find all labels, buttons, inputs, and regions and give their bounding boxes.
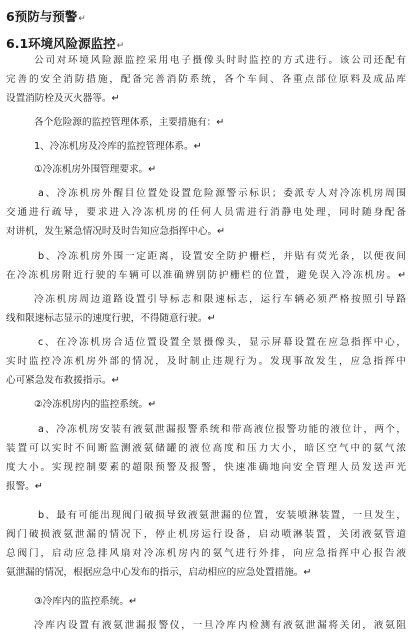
body-line: 设置消防栓及灭火器等。↵ xyxy=(6,93,120,104)
body-line: 各个危险源的监控管理体系，主要措施有：↵ xyxy=(34,117,225,128)
body-line: 完善的安全消防措施，配备完善消防系统，各个车间、各重点部位原料及成品库 xyxy=(6,74,406,85)
body-line: c、在冷冻机房合适位置设置全景摄像头，显示屏幕设置在应急指挥中心， xyxy=(38,337,406,348)
body-line: 交通进行疏导，要求进入冷冻机房的任何人员需进行消静电处理，同时随身配备 xyxy=(6,207,406,218)
body-line: 冷库内设置有液氨泄漏报警仪，一旦冷库内检测有液氨泄漏将关闭，液氨阻 xyxy=(34,620,406,631)
body-line: ①冷冻机房外围管理要求。↵ xyxy=(34,164,157,175)
body-line: 公司对环境风险源监控采用电子摄像头时时监控的方式进行。该公司还配有 xyxy=(34,55,406,66)
body-line: 阀门破损液氨泄漏的情况下，停止机房运行设备，启动喷淋装置，关闭液氨管道 xyxy=(6,529,406,540)
body-line: 总阀门，启动应急排风扇对冷冻机房内的氨气进行外排，向应急指挥中心报告液 xyxy=(6,548,406,559)
body-line: 氨泄漏的情况，根据应急中心发布的指示，启动相应的应急处置措施。↵ xyxy=(6,567,312,578)
body-line: a、冷冻机房安装有液氨泄漏报警系统和带高液位报警功能的液位计，两个， xyxy=(38,424,406,435)
body-line: 冷冻机房周边道路设置引导标志和限速标志，运行车辆必须严格按照引导路 xyxy=(34,294,406,305)
body-line: 实时监控冷冻机房外部的情况，及时制止违规行为。发现事故发生，应急指挥中 xyxy=(6,356,406,367)
body-line: ②冷冻机房内的监控系统。↵ xyxy=(34,399,157,410)
body-line: 对讲机，发生紧急情况时及时告知应急指挥中心。↵ xyxy=(6,226,226,237)
body-line: b、最有可能出现阀门破损导致液氨泄漏的位置，安装喷淋装置，一旦发生， xyxy=(38,510,406,521)
body-line: a、冷冻机房外醒目位置处设置危险源警示标识；委派专人对冷冻机房周围 xyxy=(38,188,406,199)
body-line: 1、冷冻机房及冷库的监控管理体系。↵ xyxy=(34,141,202,152)
body-line: ③冷库内的监控系统。↵ xyxy=(34,596,137,607)
body-line: 心可紧急发布救援指示。↵ xyxy=(6,375,120,386)
body-line: 装置可以实时不间断监测液氨储罐的液位高度和压力大小，暗区空气中的氨气浓 xyxy=(6,443,406,454)
body-line: b、冷冻机房外围一定距离，设置安全防护栅栏，并贴有荧光条，以便夜间 xyxy=(38,251,406,262)
body-line: 度大小。实现控制要素的超限预警及报警，快速准确地向安全管理人员发送声光 xyxy=(6,462,406,473)
section-heading: 6预防与预警↵ xyxy=(6,9,86,24)
body-line: 在冷冻机房附近行驶的车辆可以准确辨别防护栅栏的位置，避免误入冷冻机房。↵ xyxy=(6,270,406,281)
body-line: 报警。↵ xyxy=(6,481,43,492)
subsection-heading: 6.1环境风险源监控↵ xyxy=(6,36,125,51)
body-line: 线和限速标志显示的速度行驶，不得随意行驶。↵ xyxy=(6,313,216,324)
